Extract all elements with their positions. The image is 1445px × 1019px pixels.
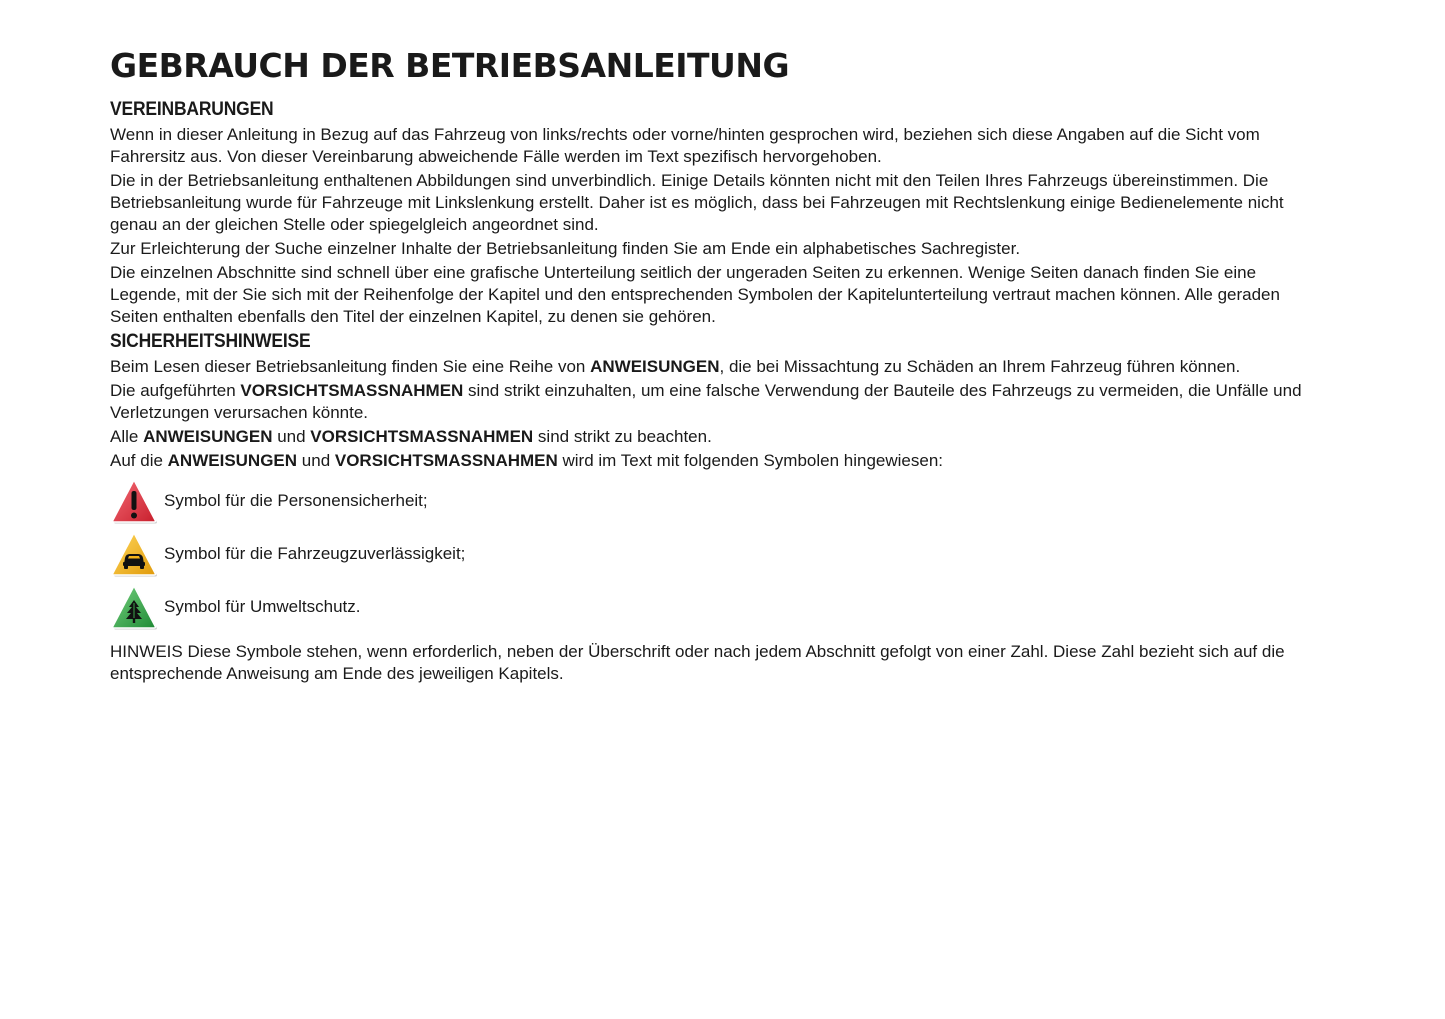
- section-heading-sicherheitshinweise: SICHERHEITSHINWEISE: [110, 331, 311, 352]
- page-title: GEBRAUCH DER BETRIEBSANLEITUNG: [110, 46, 790, 85]
- symbol-row-personal-safety: [110, 474, 1310, 527]
- vehicle-reliability-warning-icon: [110, 530, 158, 578]
- symbol-label: Symbol für die Fahrzeugzuverlässigkeit;: [164, 543, 466, 563]
- symbol-label: Symbol für die Personensicherheit;: [164, 490, 428, 510]
- symbol-row-vehicle-reliability: [110, 527, 1310, 580]
- paragraph: Wenn in dieser Anleitung in Bezug auf das Fahrzeug von links/rechts oder vorne/hinten gesprochen wird, beziehen sich diese Angaben auf die Sicht vom Fahrersitz aus. Von dieser Vereinbarung abweichende Fälle werden im Text spezifisch hervorgehoben.: [110, 125, 1260, 166]
- symbol-label: Symbol für Umweltschutz.: [164, 596, 361, 616]
- personal-safety-warning-icon: [110, 477, 158, 525]
- paragraph: Beim Lesen dieser Betriebsanleitung finden Sie eine Reihe von ANWEISUNGEN, die bei Missachtung zu Schäden an Ihrem Fahrzeug führen können.: [110, 357, 1241, 376]
- paragraph: Zur Erleichterung der Suche einzelner Inhalte der Betriebsanleitung finden Sie am Ende ein alphabetisches Sachregister.: [110, 239, 1021, 258]
- paragraph: Die aufgeführten VORSICHTSMASSNAHMEN sind strikt einzuhalten, um eine falsche Verwendung der Bauteile des Fahrzeugs zu vermeiden, die Unfälle und Verletzungen verursachen könnte.: [110, 381, 1302, 422]
- section-heading-vereinbarungen: VEREINBARUNGEN: [110, 99, 274, 120]
- environment-protection-icon: [110, 583, 158, 631]
- note-paragraph: HINWEIS Diese Symbole stehen, wenn erforderlich, neben der Überschrift oder nach jedem Abschnitt gefolgt von einer Zahl. Diese Zahl bezieht sich auf die entsprechende Anweisung am Ende des jeweiligen Kapitels.: [110, 642, 1285, 683]
- paragraph: Die in der Betriebsanleitung enthaltenen Abbildungen sind unverbindlich. Einige Details könnten nicht mit den Teilen Ihres Fahrzeugs übereinstimmen. Die Betriebsanleitung wurde für Fahrzeuge mit Linkslenkung erstellt. Daher ist es möglich, dass bei Fahrzeugen mit Rechtslenkung einige Bedienelemente nicht genau an der gleichen Stelle oder spiegelgleich angeordnet sind.: [110, 171, 1284, 234]
- manual-page: [110, 44, 1310, 687]
- paragraph: Auf die ANWEISUNGEN und VORSICHTSMASSNAHMEN wird im Text mit folgenden Symbolen hingewiesen:: [110, 451, 943, 470]
- paragraph: Die einzelnen Abschnitte sind schnell über eine grafische Unterteilung seitlich der ungeraden Seiten zu erkennen. Wenige Seiten danach finden Sie eine Legende, mit der Sie sich mit der Reihenfolge der Kapitel und den entsprechenden Symbolen der Kapitelunterteilung vertraut machen können. Alle geraden Seiten enthalten ebenfalls den Titel der einzelnen Kapitel, zu denen sie gehören.: [110, 263, 1280, 326]
- paragraph: Alle ANWEISUNGEN und VORSICHTSMASSNAHMEN sind strikt zu beachten.: [110, 427, 712, 446]
- symbol-row-environment: [110, 580, 1310, 633]
